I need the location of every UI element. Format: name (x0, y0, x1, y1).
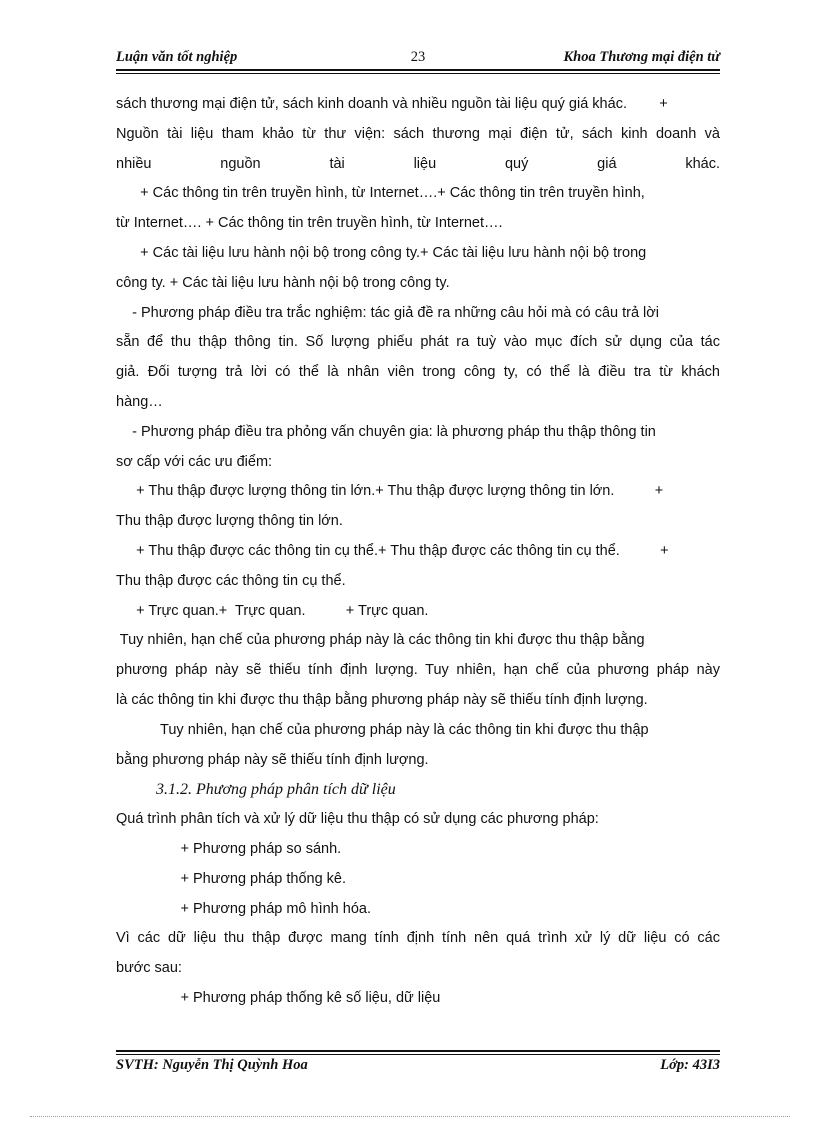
text-line: nhiều nguồn tài liệu quý giá khác. (116, 155, 720, 172)
body-text (116, 90, 720, 1014)
text-line: + Trực quan.+ Trực quan. + Trực quan. (116, 602, 429, 619)
text-line: Thu thập được lượng thông tin lớn. (116, 513, 343, 530)
footer-rule-thick (116, 1050, 720, 1052)
text-line: sẵn để thu thập thông tin. Số lượng phiếu phát ra tuỳ vào mục đích sử dụng của tác (116, 334, 720, 351)
text-line: công ty. + Các tài liệu lưu hành nội bộ trong công ty. (116, 274, 450, 291)
page-edge-divider (30, 1116, 790, 1117)
text-line: + Các thông tin trên truyền hình, từ Internet….+ Các thông tin trên truyền hình, (116, 185, 645, 202)
text-line: bằng phương pháp này sẽ thiếu tính định lượng. (116, 751, 429, 768)
text-line: sách thương mại điện tử, sách kinh doanh và nhiều nguồn tài liệu quý giá khác. + (116, 96, 668, 112)
text-line: giả. Đối tượng trả lời có thể là nhân viên trong công ty, có thể là điều tra từ khách (116, 364, 720, 381)
header-rule-thin (116, 73, 720, 74)
text-line: Tuy nhiên, hạn chế của phương pháp này là các thông tin khi được thu thập bằng (116, 632, 645, 649)
text-line: - Phương pháp điều tra phỏng vấn chuyên gia: là phương pháp thu thập thông tin (116, 423, 656, 440)
page-header (116, 49, 720, 69)
header-faculty: Khoa Thương mại điện tử (563, 49, 720, 65)
text-line: hàng… (116, 393, 163, 410)
text-line: Tuy nhiên, hạn chế của phương pháp này là các thông tin khi được thu thập (116, 721, 649, 738)
text-line: + Thu thập được các thông tin cụ thể.+ Thu thập được các thông tin cụ thể. + (116, 542, 669, 559)
text-line: từ Internet…. + Các thông tin trên truyền hình, từ Internet…. (116, 215, 503, 232)
text-line: Thu thập được các thông tin cụ thể. (116, 572, 346, 589)
text-line: Nguồn tài liệu tham khảo từ thư viện: sách thương mại điện tử, sách kinh doanh và (116, 125, 720, 142)
header-rule-thick (116, 69, 720, 71)
list-item: + Phương pháp thống kê. (116, 870, 347, 887)
text-line: + Các tài liệu lưu hành nội bộ trong công ty.+ Các tài liệu lưu hành nội bộ trong (116, 244, 647, 261)
text-line: là các thông tin khi được thu thập bằng phương pháp này sẽ thiếu tính định lượng. (116, 691, 648, 708)
list-item: + Phương pháp thống kê số liệu, dữ liệu (116, 989, 441, 1006)
section-heading: 3.1.2. Phương pháp phân tích dữ liệu (156, 781, 396, 799)
list-item: + Phương pháp so sánh. (116, 840, 342, 857)
text-line: Quá trình phân tích và xử lý dữ liệu thu thập có sử dụng các phương pháp: (116, 811, 599, 828)
page-number: 23 (410, 49, 426, 65)
footer-rule-thin (116, 1054, 720, 1055)
list-item: + Phương pháp mô hình hóa. (116, 900, 371, 917)
text-line: - Phương pháp điều tra trắc nghiệm: tác giả đề ra những câu hỏi mà có câu trả lời (116, 304, 659, 321)
text-line: + Thu thập được lượng thông tin lớn.+ Thu thập được lượng thông tin lớn. + (116, 483, 664, 500)
text-line: Vì các dữ liệu thu thập được mang tính định tính nên quá trình xử lý dữ liệu có các (116, 930, 720, 947)
text-line: bước sau: (116, 960, 182, 977)
text-line: phương pháp này sẽ thiếu tính định lượng. Tuy nhiên, hạn chế của phương pháp này (116, 662, 720, 679)
page-footer (116, 1057, 720, 1077)
footer-class: Lớp: 43I3 (660, 1057, 720, 1073)
footer-student: SVTH: Nguyễn Thị Quỳnh Hoa (116, 1057, 308, 1073)
header-thesis-title: Luận văn tốt nghiệp (116, 49, 238, 65)
text-line: sơ cấp với các ưu điểm: (116, 453, 273, 470)
